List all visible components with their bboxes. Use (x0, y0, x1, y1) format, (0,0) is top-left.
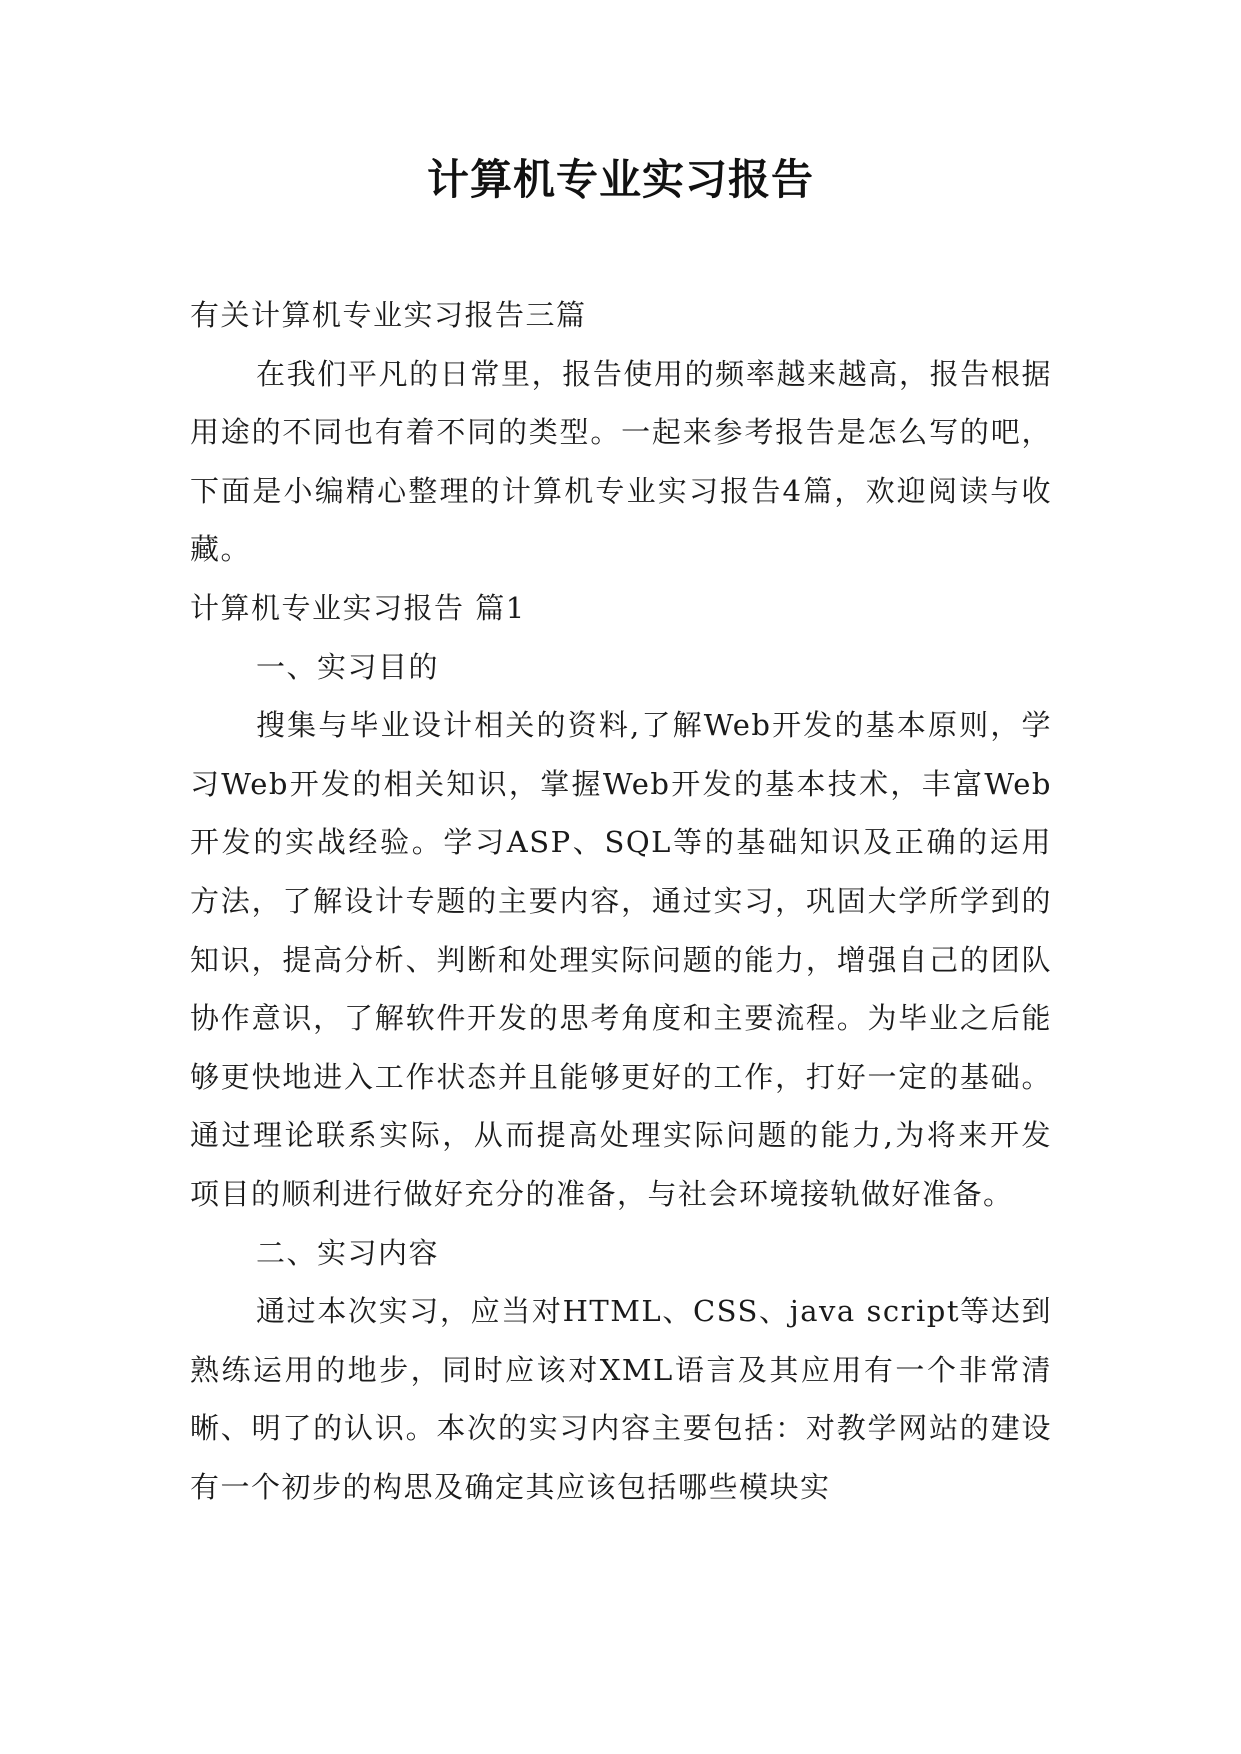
document-body (190, 286, 1052, 1516)
content-paragraph: 通过本次实习，应当对HTML、CSS、java script等达到熟练运用的地步，同时应该对XML语言及其应用有一个非常清晰、明了的认识。本次的实习内容主要包括：对教学网站的建设有一个初步的构思及确定其应该包括哪些模块实 (190, 1294, 1052, 1504)
subsection-heading-content: 二、实习内容 (256, 1235, 440, 1270)
subsection-heading-purpose: 一、实习目的 (256, 649, 440, 684)
intro-paragraph: 在我们平凡的日常里，报告使用的频率越来越高，报告根据用途的不同也有着不同的类型。一起来参考报告是怎么写的吧，下面是小编精心整理的计算机专业实习报告4篇，欢迎阅读与收藏。 (190, 356, 1052, 567)
subtitle-line: 有关计算机专业实习报告三篇 (190, 298, 587, 332)
purpose-paragraph: 搜集与毕业设计相关的资料,了解Web开发的基本原则，学习Web开发的相关知识，掌握Web开发的基本技术，丰富Web开发的实战经验。学习ASP、SQL等的基础知识及正确的运用方法，了解设计专题的主要内容，通过实习，巩固大学所学到的知识，提高分析、判断和处理实际问题的能力，增强自己的团队协作意识，了解软件开发的思考角度和主要流程。为毕业之后能够更快地进入工作状态并且能够更好的工作，打好一定的基础。通过理论联系实际，从而提高处理实际问题的能力,为将来开发项目的顺利进行做好充分的准备，与社会环境接轨做好准备。 (190, 708, 1052, 1211)
section-heading: 计算机专业实习报告 篇1 (190, 590, 526, 625)
document-title: 计算机专业实习报告 (426, 155, 814, 204)
